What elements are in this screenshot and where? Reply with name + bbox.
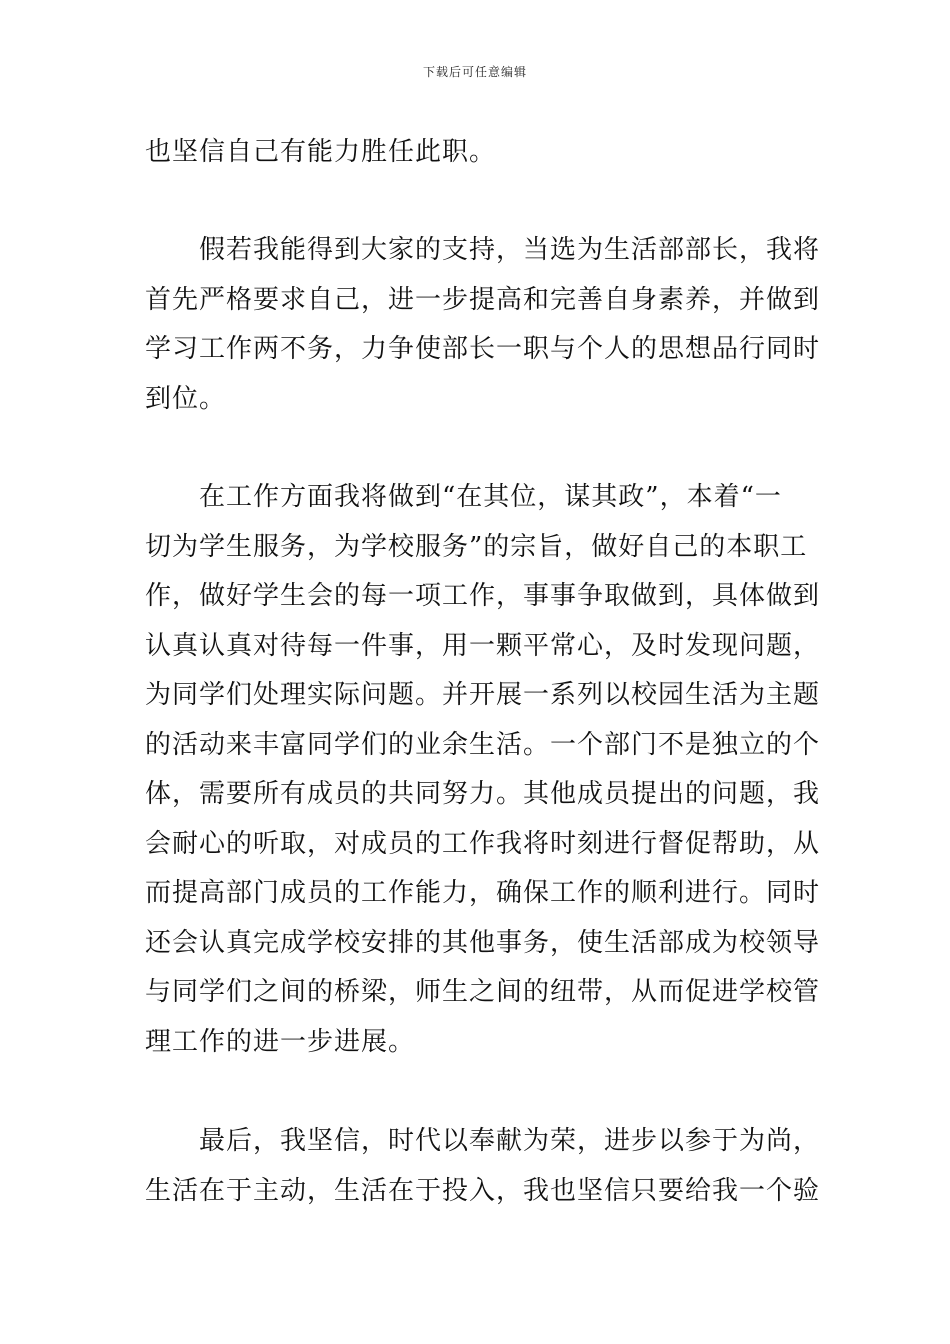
paragraph-4 <box>145 1117 821 1216</box>
text-line: 还会认真完成学校安排的其他事务，使生活部成为校领导 <box>145 927 821 958</box>
text-line: 与同学们之间的桥梁，师生之间的纽带，从而促进学校管 <box>145 977 821 1007</box>
text-line: 切为学生服务，为学校服务”的宗旨，做好自己的本职工 <box>145 531 808 562</box>
text-line: 学习工作两不务，力争使部长一职与个人的思想品行同时 <box>145 334 821 364</box>
text-line: 最后，我坚信，时代以奉献为荣，进步以参于为尚， <box>199 1126 821 1156</box>
text-line: 也坚信自己有能力胜任此职。 <box>145 137 497 167</box>
text-line: 认真认真对待每一件事，用一颗平常心，及时发现问题， <box>145 630 821 661</box>
text-line: 体，需要所有成员的共同努力。其他成员提出的问题，我 <box>145 779 821 809</box>
text-line: 在工作方面我将做到“在其位，谋其政”，本着“一 <box>199 482 782 512</box>
text-line: 而提高部门成员的工作能力，确保工作的顺利进行。同时 <box>145 878 821 908</box>
text-line: 首先严格要求自己，进一步提高和完善自身素养，并做到 <box>145 284 821 315</box>
text-line: 到位。 <box>145 383 227 414</box>
text-line: 理工作的进一步进展。 <box>145 1026 416 1057</box>
paragraph-2 <box>145 226 821 424</box>
paragraph-3 <box>145 473 821 1067</box>
page-header: 下载后可任意编辑 <box>422 65 527 79</box>
text-line: 假若我能得到大家的支持，当选为生活部部长，我将 <box>199 235 821 265</box>
text-line: 为同学们处理实际问题。并开展一系列以校园生活为主题 <box>145 680 821 710</box>
text-line: 会耐心的听取，对成员的工作我将时刻进行督促帮助，从 <box>145 828 821 859</box>
text-line: 作，做好学生会的每一项工作，事事争取做到，具体做到 <box>145 581 821 611</box>
text-line: 生活在于主动，生活在于投入，我也坚信只要给我一个验 <box>145 1175 821 1206</box>
text-line: 的活动来丰富同学们的业余生活。一个部门不是独立的个 <box>145 729 821 760</box>
paragraph-1 <box>145 128 815 178</box>
